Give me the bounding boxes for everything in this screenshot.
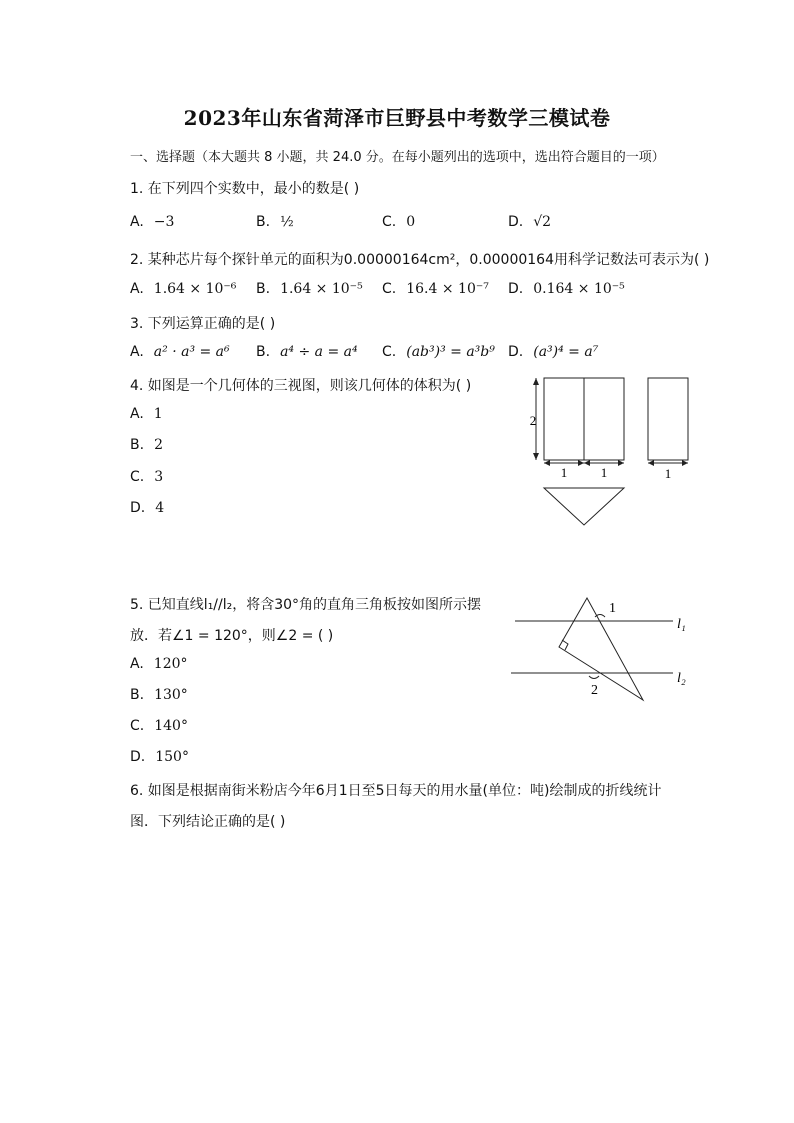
q5-option-a[interactable]: A. 120° — [130, 656, 188, 672]
arrow-right-2 — [618, 460, 624, 466]
arrow-right-3 — [682, 460, 688, 466]
height-label: 2 — [529, 413, 537, 428]
arrow-left-1 — [544, 460, 550, 466]
three-view-figure — [520, 370, 700, 530]
question-3-stem: 3. 下列运算正确的是( ) — [130, 316, 276, 332]
question-2-stem: 2. 某种芯片每个探针单元的面积为0.00000164cm²，0.00000164用科学记数法可表示为( ) — [130, 252, 710, 268]
q2-option-b[interactable]: B. 1.64 × 10⁻⁵ — [256, 281, 363, 297]
question-5-stem-line2: 放．若∠1 = 120°，则∠2 = ( ) — [130, 628, 334, 644]
q1-option-c[interactable]: C. 0 — [382, 214, 416, 230]
q4-option-a[interactable]: A. 1 — [130, 406, 163, 422]
question-6-stem-line1: 6. 如图是根据南街米粉店今年6月1日至5日每天的用水量(单位：吨)绘制成的折线统计 — [130, 783, 662, 799]
q1-option-b[interactable]: B. ½ — [256, 214, 294, 230]
q3-option-b[interactable]: B. a⁴ ÷ a = a⁴ — [256, 344, 358, 360]
q5-option-c[interactable]: C. 140° — [130, 718, 188, 734]
q2-option-a[interactable]: A. 1.64 × 10⁻⁶ — [130, 281, 237, 297]
width-label-1: 1 — [560, 465, 568, 480]
arrow-right-1 — [578, 460, 584, 466]
question-4-stem: 4. 如图是一个几何体的三视图，则该几何体的体积为( ) — [130, 378, 472, 394]
question-1-stem: 1. 在下列四个实数中，最小的数是( ) — [130, 181, 360, 197]
arrow-up — [533, 378, 539, 385]
q3-option-a[interactable]: A. a² · a³ = a⁶ — [130, 344, 230, 360]
line-l2-label: l₂ — [677, 671, 686, 686]
q4-option-c[interactable]: C. 3 — [130, 469, 164, 485]
q3-option-d[interactable]: D. (a³)⁴ = a⁷ — [508, 344, 599, 360]
page-title: 2023年山东省菏泽市巨野县中考数学三模试卷 — [183, 106, 611, 130]
arrow-down — [533, 453, 539, 460]
angle-1-label: 1 — [609, 601, 616, 616]
q3-option-c[interactable]: C. (ab³)³ = a³b⁹ — [382, 344, 495, 360]
section-heading: 一、选择题（本大题共 8 小题，共 24.0 分。在每小题列出的选项中，选出符合题目的一项） — [130, 150, 665, 165]
q1-option-d[interactable]: D. √2 — [508, 214, 552, 230]
width-label-2: 1 — [600, 465, 608, 480]
side-view-rect — [648, 378, 688, 460]
question-6-stem-line2: 图．下列结论正确的是( ) — [130, 814, 286, 830]
line-l1-label: l₁ — [677, 617, 686, 632]
question-5-stem-line1: 5. 已知直线l₁//l₂，将含30°角的直角三角板按如图所示摆 — [130, 597, 482, 613]
q2-option-d[interactable]: D. 0.164 × 10⁻⁵ — [508, 281, 625, 297]
q1-option-a[interactable]: A. −3 — [130, 214, 175, 230]
arrow-left-2 — [584, 460, 590, 466]
parallel-lines-figure — [505, 590, 705, 710]
angle-2-label: 2 — [591, 683, 598, 698]
q4-option-d[interactable]: D. 4 — [130, 500, 165, 516]
q4-option-b[interactable]: B. 2 — [130, 437, 163, 453]
q5-option-b[interactable]: B. 130° — [130, 687, 188, 703]
q5-option-d[interactable]: D. 150° — [130, 749, 189, 765]
top-view-triangle — [544, 488, 624, 525]
width-label-3: 1 — [664, 466, 672, 481]
right-angle-mark — [562, 640, 568, 650]
angle-2-arc — [589, 676, 599, 679]
right-triangle — [559, 598, 643, 700]
arrow-left-3 — [648, 460, 654, 466]
q2-option-c[interactable]: C. 16.4 × 10⁻⁷ — [382, 281, 489, 297]
